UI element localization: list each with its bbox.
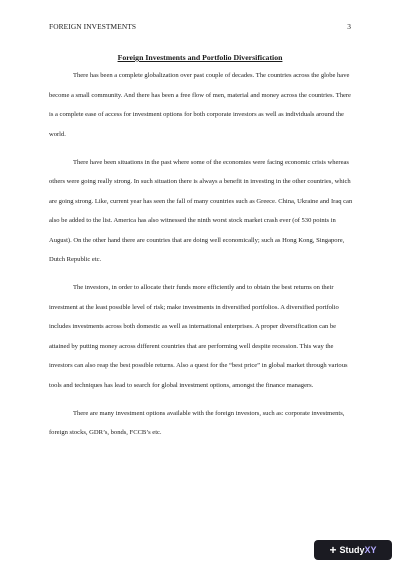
paragraph: There have been situations in the past where some of the economies were facing economic crisis whereas others were going really strong. In such situation there is always a benefit in investing in the other countries, which are going strong. Like, current year has seen the fall of many countries such as Greece. China, Ukraine and Iraq can also be added to the list. America has also witnessed the ninth worst stock market crash ever (of 530 points in August). On the other hand there are countries that are doing well economically; such as Hong Kong, Singapore, Dutch Republic etc. [49, 158, 353, 263]
paragraph: The investors, in order to allocate their funds more efficiently and to obtain the best returns on their investment at the least possible level of risk; make investments in diversified portfolios. A diversified portfolio includes investments across both domestic as well as international enterprises. A proper diversification can be attained by putting money across different countries that are performing well despite recession. This way the investors can also reap the best possible returns. Also a quest for the “best price” in global market through various tools and techniques has lead to search for global investment options, amongst the finance managers. [49, 284, 348, 389]
paragraph: There are many investment options available with the foreign investors, such as: corporate investments, foreign stocks, GDR’s, bonds, FCCB’s etc. [49, 409, 345, 436]
running-head-title: FOREIGN INVESTMENTS [49, 22, 137, 31]
document-title: Foreign Investments and Portfolio Diversification [117, 53, 283, 62]
plus-icon: + [329, 543, 337, 557]
studyxy-logo-button[interactable] [314, 540, 392, 560]
page-number: 3 [347, 22, 351, 31]
paragraph: There has been a complete globalization over past couple of decades. The countries across the globe have become a small community. And there has been a free flow of men, material and money across the countries. There is a complete ease of access for investment options for both corporate investors as well as individuals around the world. [49, 72, 351, 138]
running-head [49, 22, 351, 34]
document-body [49, 66, 353, 451]
brand-name-study: Study [339, 545, 365, 555]
brand-name-xy: XY [364, 545, 377, 555]
